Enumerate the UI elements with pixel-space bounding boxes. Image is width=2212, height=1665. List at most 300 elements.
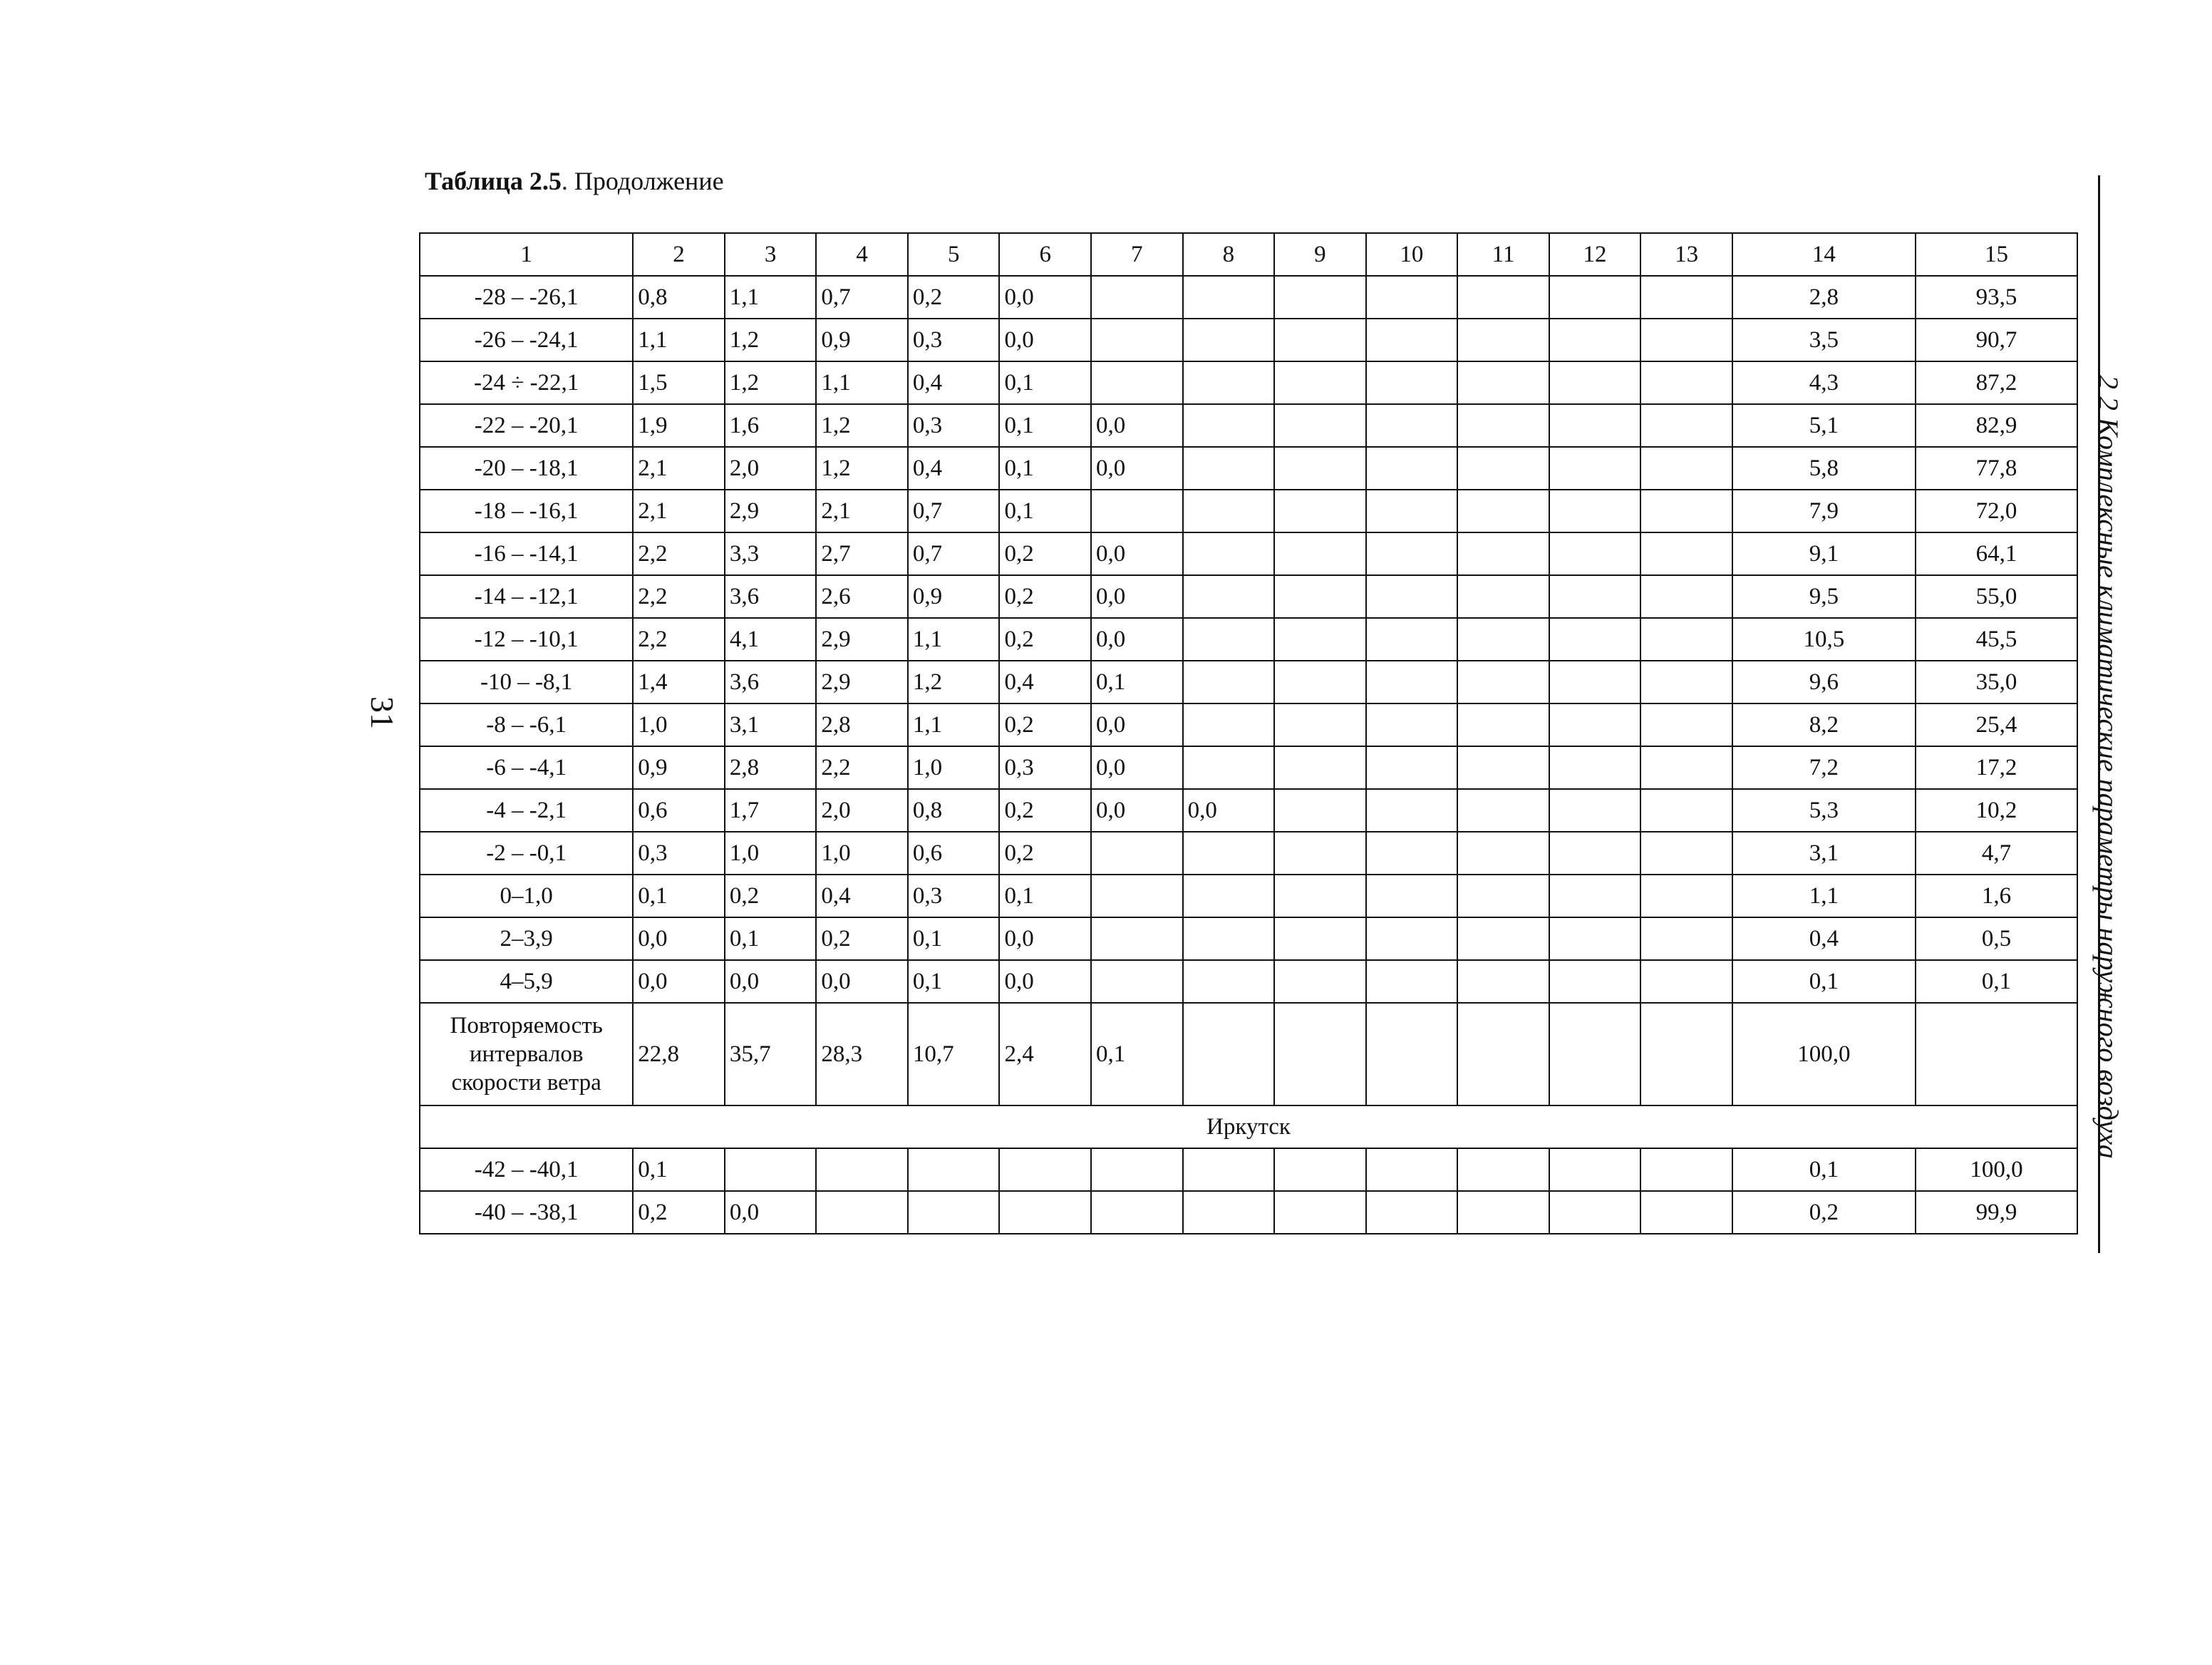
value-cell: 0,1 (999, 875, 1091, 917)
value-cell: 0,2 (816, 917, 908, 960)
value-cell (1640, 746, 1732, 789)
value-cell (1366, 832, 1458, 875)
value-cell: 0,1 (633, 875, 725, 917)
value-cell: 87,2 (1916, 361, 2077, 404)
value-cell (725, 1148, 817, 1191)
value-cell: 0,6 (633, 789, 725, 832)
value-cell (1183, 276, 1275, 319)
value-cell: 0,1 (908, 917, 1000, 960)
value-cell: 0,0 (1091, 532, 1183, 575)
value-cell: 2,2 (816, 746, 908, 789)
value-cell: 1,7 (725, 789, 817, 832)
value-cell (1457, 618, 1549, 661)
value-cell: 100,0 (1916, 1148, 2077, 1191)
value-cell: 22,8 (633, 1003, 725, 1105)
value-cell: 0,2 (999, 532, 1091, 575)
table-row (420, 875, 2077, 917)
row-label-cell: -40 – -38,1 (420, 1191, 633, 1234)
value-cell (1274, 361, 1366, 404)
value-cell: 17,2 (1916, 746, 2077, 789)
value-cell: 0,4 (999, 661, 1091, 703)
value-cell (1640, 1148, 1732, 1191)
value-cell: 2,1 (816, 490, 908, 532)
value-cell (1183, 490, 1275, 532)
section-row (420, 1105, 2077, 1148)
climate-data-table (419, 232, 2078, 1234)
value-cell: 7,2 (1732, 746, 1916, 789)
table-row (420, 703, 2077, 746)
value-cell: 4,3 (1732, 361, 1916, 404)
value-cell (1640, 917, 1732, 960)
value-cell: 0,0 (1091, 447, 1183, 490)
value-cell: 100,0 (1732, 1003, 1916, 1105)
value-cell (1274, 960, 1366, 1003)
value-cell: 2,8 (816, 703, 908, 746)
value-cell: 2,8 (725, 746, 817, 789)
value-cell (1091, 276, 1183, 319)
value-cell: 82,9 (1916, 404, 2077, 447)
value-cell: 2,8 (1732, 276, 1916, 319)
value-cell: 5 (908, 233, 1000, 276)
value-cell (1457, 404, 1549, 447)
value-cell: 72,0 (1916, 490, 2077, 532)
value-cell: 2,2 (633, 532, 725, 575)
value-cell: 5,3 (1732, 789, 1916, 832)
value-cell (1274, 532, 1366, 575)
value-cell (1549, 490, 1641, 532)
value-cell: 0,1 (725, 917, 817, 960)
value-cell (1457, 1191, 1549, 1234)
value-cell: 1,4 (633, 661, 725, 703)
value-cell (1183, 832, 1275, 875)
value-cell: 0,0 (1091, 789, 1183, 832)
value-cell (1640, 532, 1732, 575)
value-cell (1549, 789, 1641, 832)
value-cell (1274, 789, 1366, 832)
value-cell (1640, 661, 1732, 703)
value-cell (1457, 490, 1549, 532)
table-row (420, 490, 2077, 532)
value-cell: 1,2 (725, 319, 817, 361)
value-cell: 10,5 (1732, 618, 1916, 661)
value-cell: 7,9 (1732, 490, 1916, 532)
value-cell (1366, 532, 1458, 575)
table-row (420, 319, 2077, 361)
value-cell (1183, 960, 1275, 1003)
table-row (420, 276, 2077, 319)
value-cell: 14 (1732, 233, 1916, 276)
value-cell: 2,7 (816, 532, 908, 575)
value-cell: 0,3 (633, 832, 725, 875)
value-cell: 0,0 (725, 960, 817, 1003)
value-cell (1549, 832, 1641, 875)
value-cell: 45,5 (1916, 618, 2077, 661)
value-cell (1640, 1003, 1732, 1105)
value-cell (1366, 746, 1458, 789)
value-cell: 0,4 (816, 875, 908, 917)
value-cell: 2,9 (816, 661, 908, 703)
table-row (420, 917, 2077, 960)
value-cell (1274, 832, 1366, 875)
value-cell (1640, 361, 1732, 404)
value-cell: 4,7 (1916, 832, 2077, 875)
value-cell: 0,5 (1916, 917, 2077, 960)
value-cell (1183, 361, 1275, 404)
value-cell (1274, 1191, 1366, 1234)
value-cell (1091, 875, 1183, 917)
row-label-cell: -2 – -0,1 (420, 832, 633, 875)
value-cell (1549, 1191, 1641, 1234)
value-cell (1640, 789, 1732, 832)
value-cell: 0,2 (999, 789, 1091, 832)
value-cell (1366, 875, 1458, 917)
row-label-cell: 4–5,9 (420, 960, 633, 1003)
value-cell: 1,0 (633, 703, 725, 746)
value-cell (1457, 447, 1549, 490)
value-cell (1274, 917, 1366, 960)
value-cell: 0,0 (999, 319, 1091, 361)
value-cell: 0,9 (633, 746, 725, 789)
value-cell: 0,2 (1732, 1191, 1916, 1234)
value-cell (1549, 618, 1641, 661)
value-cell (1274, 661, 1366, 703)
table-caption-text: . Продолжение (561, 167, 724, 195)
value-cell (1366, 404, 1458, 447)
value-cell (1640, 703, 1732, 746)
value-cell (1366, 960, 1458, 1003)
value-cell: 9,5 (1732, 575, 1916, 618)
value-cell: 12 (1549, 233, 1641, 276)
value-cell: 0,1 (908, 960, 1000, 1003)
value-cell (1274, 618, 1366, 661)
value-cell (1366, 319, 1458, 361)
value-cell: 0,2 (999, 575, 1091, 618)
value-cell (1549, 917, 1641, 960)
value-cell (1183, 1148, 1275, 1191)
value-cell (1549, 1003, 1641, 1105)
value-cell: 4,1 (725, 618, 817, 661)
section-title: Иркутск (420, 1105, 2077, 1148)
value-cell (1366, 575, 1458, 618)
running-head (2092, 375, 2148, 1259)
value-cell: 1,1 (1732, 875, 1916, 917)
value-cell: 2,2 (633, 618, 725, 661)
value-cell: 0,9 (816, 319, 908, 361)
value-cell: 3,1 (1732, 832, 1916, 875)
row-label-cell: 0–1,0 (420, 875, 633, 917)
value-cell: 9,1 (1732, 532, 1916, 575)
value-cell: 1,1 (908, 618, 1000, 661)
value-cell (1457, 746, 1549, 789)
value-cell (1274, 447, 1366, 490)
value-cell: 0,1 (999, 490, 1091, 532)
value-cell: 0,3 (908, 875, 1000, 917)
table-caption (425, 165, 724, 197)
value-cell: 2,1 (633, 490, 725, 532)
value-cell: 0,1 (1091, 661, 1183, 703)
value-cell: 10,7 (908, 1003, 1000, 1105)
value-cell (1916, 1003, 2077, 1105)
table-row (420, 1191, 2077, 1234)
row-label-cell: -24 ÷ -22,1 (420, 361, 633, 404)
value-cell (1549, 319, 1641, 361)
value-cell (999, 1148, 1091, 1191)
value-cell (1457, 361, 1549, 404)
value-cell: 8,2 (1732, 703, 1916, 746)
table-row (420, 404, 2077, 447)
value-cell (1549, 1148, 1641, 1191)
value-cell (1457, 703, 1549, 746)
value-cell: 0,1 (1916, 960, 2077, 1003)
value-cell (816, 1191, 908, 1234)
value-cell (1183, 661, 1275, 703)
page-number: 31 (364, 696, 400, 729)
value-cell (1183, 917, 1275, 960)
value-cell: 1,2 (816, 447, 908, 490)
value-cell: 9 (1274, 233, 1366, 276)
value-cell (1549, 746, 1641, 789)
value-cell: 0,2 (633, 1191, 725, 1234)
value-cell: 1,2 (908, 661, 1000, 703)
value-cell: 0,7 (908, 532, 1000, 575)
value-cell: 15 (1916, 233, 2077, 276)
value-cell (1274, 703, 1366, 746)
value-cell: 0,0 (999, 276, 1091, 319)
value-cell (1549, 361, 1641, 404)
value-cell (1274, 1148, 1366, 1191)
value-cell (1640, 832, 1732, 875)
row-label-cell: -12 – -10,1 (420, 618, 633, 661)
value-cell (1183, 1191, 1275, 1234)
value-cell: 0,3 (908, 404, 1000, 447)
value-cell (1091, 319, 1183, 361)
value-cell: 0,0 (633, 917, 725, 960)
value-cell: 0,1 (999, 361, 1091, 404)
value-cell (1183, 532, 1275, 575)
value-cell (999, 1191, 1091, 1234)
value-cell: 13 (1640, 233, 1732, 276)
value-cell: 0,0 (1091, 746, 1183, 789)
value-cell (1457, 532, 1549, 575)
value-cell: 1,2 (725, 361, 817, 404)
value-cell (1366, 490, 1458, 532)
table-row (420, 575, 2077, 618)
row-label-cell: Повторяемость интервалов скорости ветра (420, 1003, 633, 1105)
value-cell (1274, 319, 1366, 361)
value-cell: 0,0 (725, 1191, 817, 1234)
value-cell: 0,4 (908, 361, 1000, 404)
value-cell (1091, 832, 1183, 875)
value-cell: 64,1 (1916, 532, 2077, 575)
value-cell (1457, 875, 1549, 917)
value-cell: 93,5 (1916, 276, 2077, 319)
row-label-cell: -18 – -16,1 (420, 490, 633, 532)
value-cell (1274, 746, 1366, 789)
value-cell (1091, 361, 1183, 404)
value-cell: 0,2 (999, 832, 1091, 875)
value-cell: 10 (1366, 233, 1458, 276)
value-cell: 2 (633, 233, 725, 276)
value-cell (1091, 1191, 1183, 1234)
value-cell (1274, 1003, 1366, 1105)
value-cell (1366, 1148, 1458, 1191)
value-cell (1183, 575, 1275, 618)
value-cell: 2,1 (633, 447, 725, 490)
value-cell (1549, 575, 1641, 618)
value-cell: 2,6 (816, 575, 908, 618)
value-cell (1183, 1003, 1275, 1105)
value-cell (1640, 447, 1732, 490)
value-cell: 4 (816, 233, 908, 276)
value-cell: 0,0 (999, 960, 1091, 1003)
value-cell: 3,5 (1732, 319, 1916, 361)
value-cell: 5,1 (1732, 404, 1916, 447)
value-cell: 10,2 (1916, 789, 2077, 832)
value-cell (1457, 832, 1549, 875)
value-cell: 0,1 (999, 447, 1091, 490)
value-cell: 2,9 (816, 618, 908, 661)
value-cell (1366, 661, 1458, 703)
value-cell: 0,2 (999, 618, 1091, 661)
value-cell (1549, 661, 1641, 703)
row-label-cell: -14 – -12,1 (420, 575, 633, 618)
value-cell (1549, 404, 1641, 447)
value-cell: 3,6 (725, 661, 817, 703)
table-row (420, 532, 2077, 575)
row-label-cell: -4 – -2,1 (420, 789, 633, 832)
table-row (420, 960, 2077, 1003)
table-row (420, 618, 2077, 661)
row-label-cell: -26 – -24,1 (420, 319, 633, 361)
table-row (420, 789, 2077, 832)
value-cell (1549, 532, 1641, 575)
table-row (420, 832, 2077, 875)
value-cell (1457, 575, 1549, 618)
value-cell: 3,1 (725, 703, 817, 746)
value-cell (1640, 276, 1732, 319)
value-cell (1091, 1148, 1183, 1191)
value-cell: 0,2 (908, 276, 1000, 319)
value-cell (1549, 703, 1641, 746)
value-cell: 0,0 (1183, 789, 1275, 832)
header-row (420, 233, 2077, 276)
value-cell: 2,0 (725, 447, 817, 490)
value-cell: 25,4 (1916, 703, 2077, 746)
value-cell (1274, 404, 1366, 447)
row-label-cell: -6 – -4,1 (420, 746, 633, 789)
value-cell (1366, 917, 1458, 960)
value-cell: 0,6 (908, 832, 1000, 875)
total-row (420, 1003, 2077, 1105)
value-cell: 0,3 (908, 319, 1000, 361)
value-cell (1274, 490, 1366, 532)
row-label-cell: -16 – -14,1 (420, 532, 633, 575)
value-cell: 1,6 (1916, 875, 2077, 917)
value-cell: 1,1 (908, 703, 1000, 746)
value-cell: 1,9 (633, 404, 725, 447)
value-cell (1640, 618, 1732, 661)
value-cell (1457, 960, 1549, 1003)
value-cell (1640, 875, 1732, 917)
value-cell: 2,4 (999, 1003, 1091, 1105)
value-cell: 0,2 (725, 875, 817, 917)
value-cell (1457, 319, 1549, 361)
value-cell (1366, 276, 1458, 319)
row-label-cell: 1 (420, 233, 633, 276)
value-cell: 6 (999, 233, 1091, 276)
value-cell: 0,0 (1091, 575, 1183, 618)
value-cell: 1,0 (908, 746, 1000, 789)
value-cell (1183, 447, 1275, 490)
row-label-cell: 2–3,9 (420, 917, 633, 960)
value-cell (1549, 960, 1641, 1003)
value-cell: 0,7 (816, 276, 908, 319)
value-cell: 1,5 (633, 361, 725, 404)
value-cell (1366, 703, 1458, 746)
value-cell (1549, 276, 1641, 319)
value-cell (1274, 875, 1366, 917)
value-cell: 0,0 (1091, 404, 1183, 447)
value-cell (1549, 875, 1641, 917)
value-cell: 5,8 (1732, 447, 1916, 490)
value-cell: 90,7 (1916, 319, 2077, 361)
value-cell: 0,8 (908, 789, 1000, 832)
value-cell (1091, 490, 1183, 532)
value-cell: 8 (1183, 233, 1275, 276)
value-cell (1366, 1003, 1458, 1105)
value-cell (1091, 960, 1183, 1003)
value-cell (1640, 490, 1732, 532)
value-cell (1183, 404, 1275, 447)
value-cell: 0,0 (816, 960, 908, 1003)
value-cell: 28,3 (816, 1003, 908, 1105)
value-cell (1457, 1148, 1549, 1191)
value-cell: 0,7 (908, 490, 1000, 532)
value-cell (1640, 1191, 1732, 1234)
value-cell: 2,0 (816, 789, 908, 832)
value-cell (1366, 789, 1458, 832)
value-cell (1274, 575, 1366, 618)
row-label-cell: -8 – -6,1 (420, 703, 633, 746)
row-label-cell: -20 – -18,1 (420, 447, 633, 490)
row-label-cell: -42 – -40,1 (420, 1148, 633, 1191)
value-cell: 9,6 (1732, 661, 1916, 703)
value-cell: 0,9 (908, 575, 1000, 618)
value-cell (1274, 276, 1366, 319)
value-cell: 0,1 (1091, 1003, 1183, 1105)
value-cell (1183, 746, 1275, 789)
row-label-cell: -22 – -20,1 (420, 404, 633, 447)
value-cell: 77,8 (1916, 447, 2077, 490)
value-cell: 7 (1091, 233, 1183, 276)
value-cell (1091, 917, 1183, 960)
value-cell (1640, 319, 1732, 361)
row-label-cell: -10 – -8,1 (420, 661, 633, 703)
value-cell: 0,1 (633, 1148, 725, 1191)
value-cell: 0,1 (1732, 1148, 1916, 1191)
table-row (420, 746, 2077, 789)
value-cell: 0,1 (999, 404, 1091, 447)
table-caption-number: Таблица 2.5 (425, 167, 562, 195)
value-cell: 11 (1457, 233, 1549, 276)
value-cell: 0,4 (908, 447, 1000, 490)
value-cell: 1,1 (725, 276, 817, 319)
value-cell (1183, 703, 1275, 746)
value-cell: 35,0 (1916, 661, 2077, 703)
value-cell: 0,8 (633, 276, 725, 319)
value-cell: 55,0 (1916, 575, 2077, 618)
value-cell (1457, 276, 1549, 319)
